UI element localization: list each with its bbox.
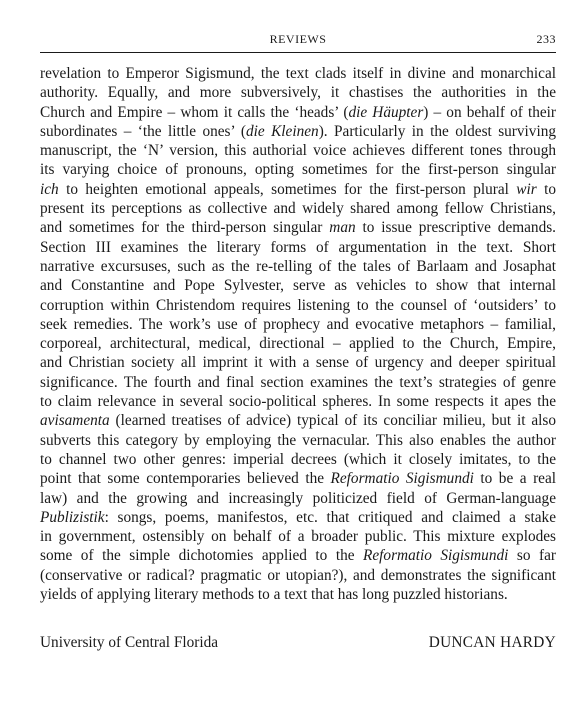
text-line: yields of applying literary methods to a text that has long puzzled historians. — [40, 586, 508, 604]
text-line: in government, ostensibly on behalf of a broader public. This mixture explodes — [40, 528, 556, 546]
italic-term: ich — [40, 180, 59, 198]
text-line: corruption within Christendom requires listening to the counsel of ‘outsiders’ to — [40, 296, 556, 314]
text-line: some of the simple dichotomies applied to the Reformatio Sigismundi so far — [40, 547, 556, 565]
italic-term: man — [329, 219, 356, 237]
running-head — [40, 30, 556, 50]
text-line: corporeal, architectural, medical, directional – applied to the Church, Empire, — [40, 335, 556, 353]
text-line: to channel two other genres: imperial decrees (which it closely imitates, to the — [40, 450, 556, 468]
signature-block — [40, 634, 556, 654]
italic-term: avisamenta — [40, 412, 110, 430]
text-line: and Constantine and Pope Sylvester, serve as vehicles to show that internal — [40, 277, 556, 295]
italic-term: die Kleinen — [246, 122, 319, 140]
text-line: revelation to Emperor Sigismund, the text clads itself in divine and monarchical — [40, 65, 556, 82]
text-line: subordinates – ‘the little ones’ (die Kleinen). Particularly in the oldest surviving — [40, 122, 556, 140]
text-line: and Christian society all imprint it with a sense of urgency and deeper spiritual — [40, 354, 556, 372]
running-head-title: REVIEWS — [269, 32, 327, 46]
text-line: subverts this category by employing the vernacular. This also enables the author — [40, 431, 556, 449]
author-affiliation: University of Central Florida — [40, 634, 219, 651]
text-line: significance. The fourth and final section examines the text’s strategies of genre — [40, 373, 556, 391]
page-number: 233 — [536, 32, 556, 46]
italic-term: Reformatio Sigismundi — [330, 470, 474, 488]
italic-term: Publizistik — [40, 508, 105, 526]
text-line: to claim relevance in several socio-political spheres. In some respects it apes the — [40, 393, 556, 411]
review-body-text — [40, 64, 556, 604]
italic-term: Reformatio Sigismundi — [363, 547, 509, 565]
text-line: Church and Empire – whom it calls the ‘heads’ (die Häupter) – on behalf of their — [40, 103, 556, 121]
text-line: and sometimes for the third-person singular man to issue prescriptive demands. — [40, 219, 556, 237]
text-line: avisamenta (learned treatises of advice) typical of its conciliar milieu, but it also — [40, 412, 556, 430]
text-line: law) and the growing and increasingly politicized field of German-language — [40, 489, 556, 507]
author-name: DUNCAN HARDY — [428, 634, 556, 651]
text-line: point that some contemporaries believed the Reformatio Sigismundi to be a real — [40, 470, 556, 488]
text-line: narrative excursuses, such as the re-telling of the tales of Barlaam and Josaphat — [40, 257, 556, 275]
text-line: (conservative or radical? pragmatic or utopian?), and demonstrates the significant — [40, 566, 556, 584]
text-line: manuscript, the ‘N’ version, this authorial voice achieves different tones through — [40, 142, 556, 160]
text-line: its varying choice of pronouns, opting sometimes for the first-person singular — [40, 161, 556, 179]
text-line: ich to heighten emotional appeals, sometimes for the first-person plural wir to — [40, 180, 556, 198]
italic-term: die Häupter — [348, 103, 424, 121]
text-line: authority. Equally, and more subversively, it chastises the authorities in the — [40, 84, 556, 102]
text-line: present its perceptions as collective and widely shared among fellow Christians, — [40, 200, 556, 218]
header-rule — [40, 52, 556, 53]
text-line: Section III examines the literary forms of argumentation in the text. Short — [40, 238, 556, 256]
italic-term: wir — [516, 180, 537, 198]
text-line: Publizistik: songs, poems, manifestos, etc. that critiqued and claimed a stake — [40, 508, 556, 526]
text-line: seek remedies. The work’s use of prophecy and evocative metaphors – familial, — [40, 315, 556, 333]
